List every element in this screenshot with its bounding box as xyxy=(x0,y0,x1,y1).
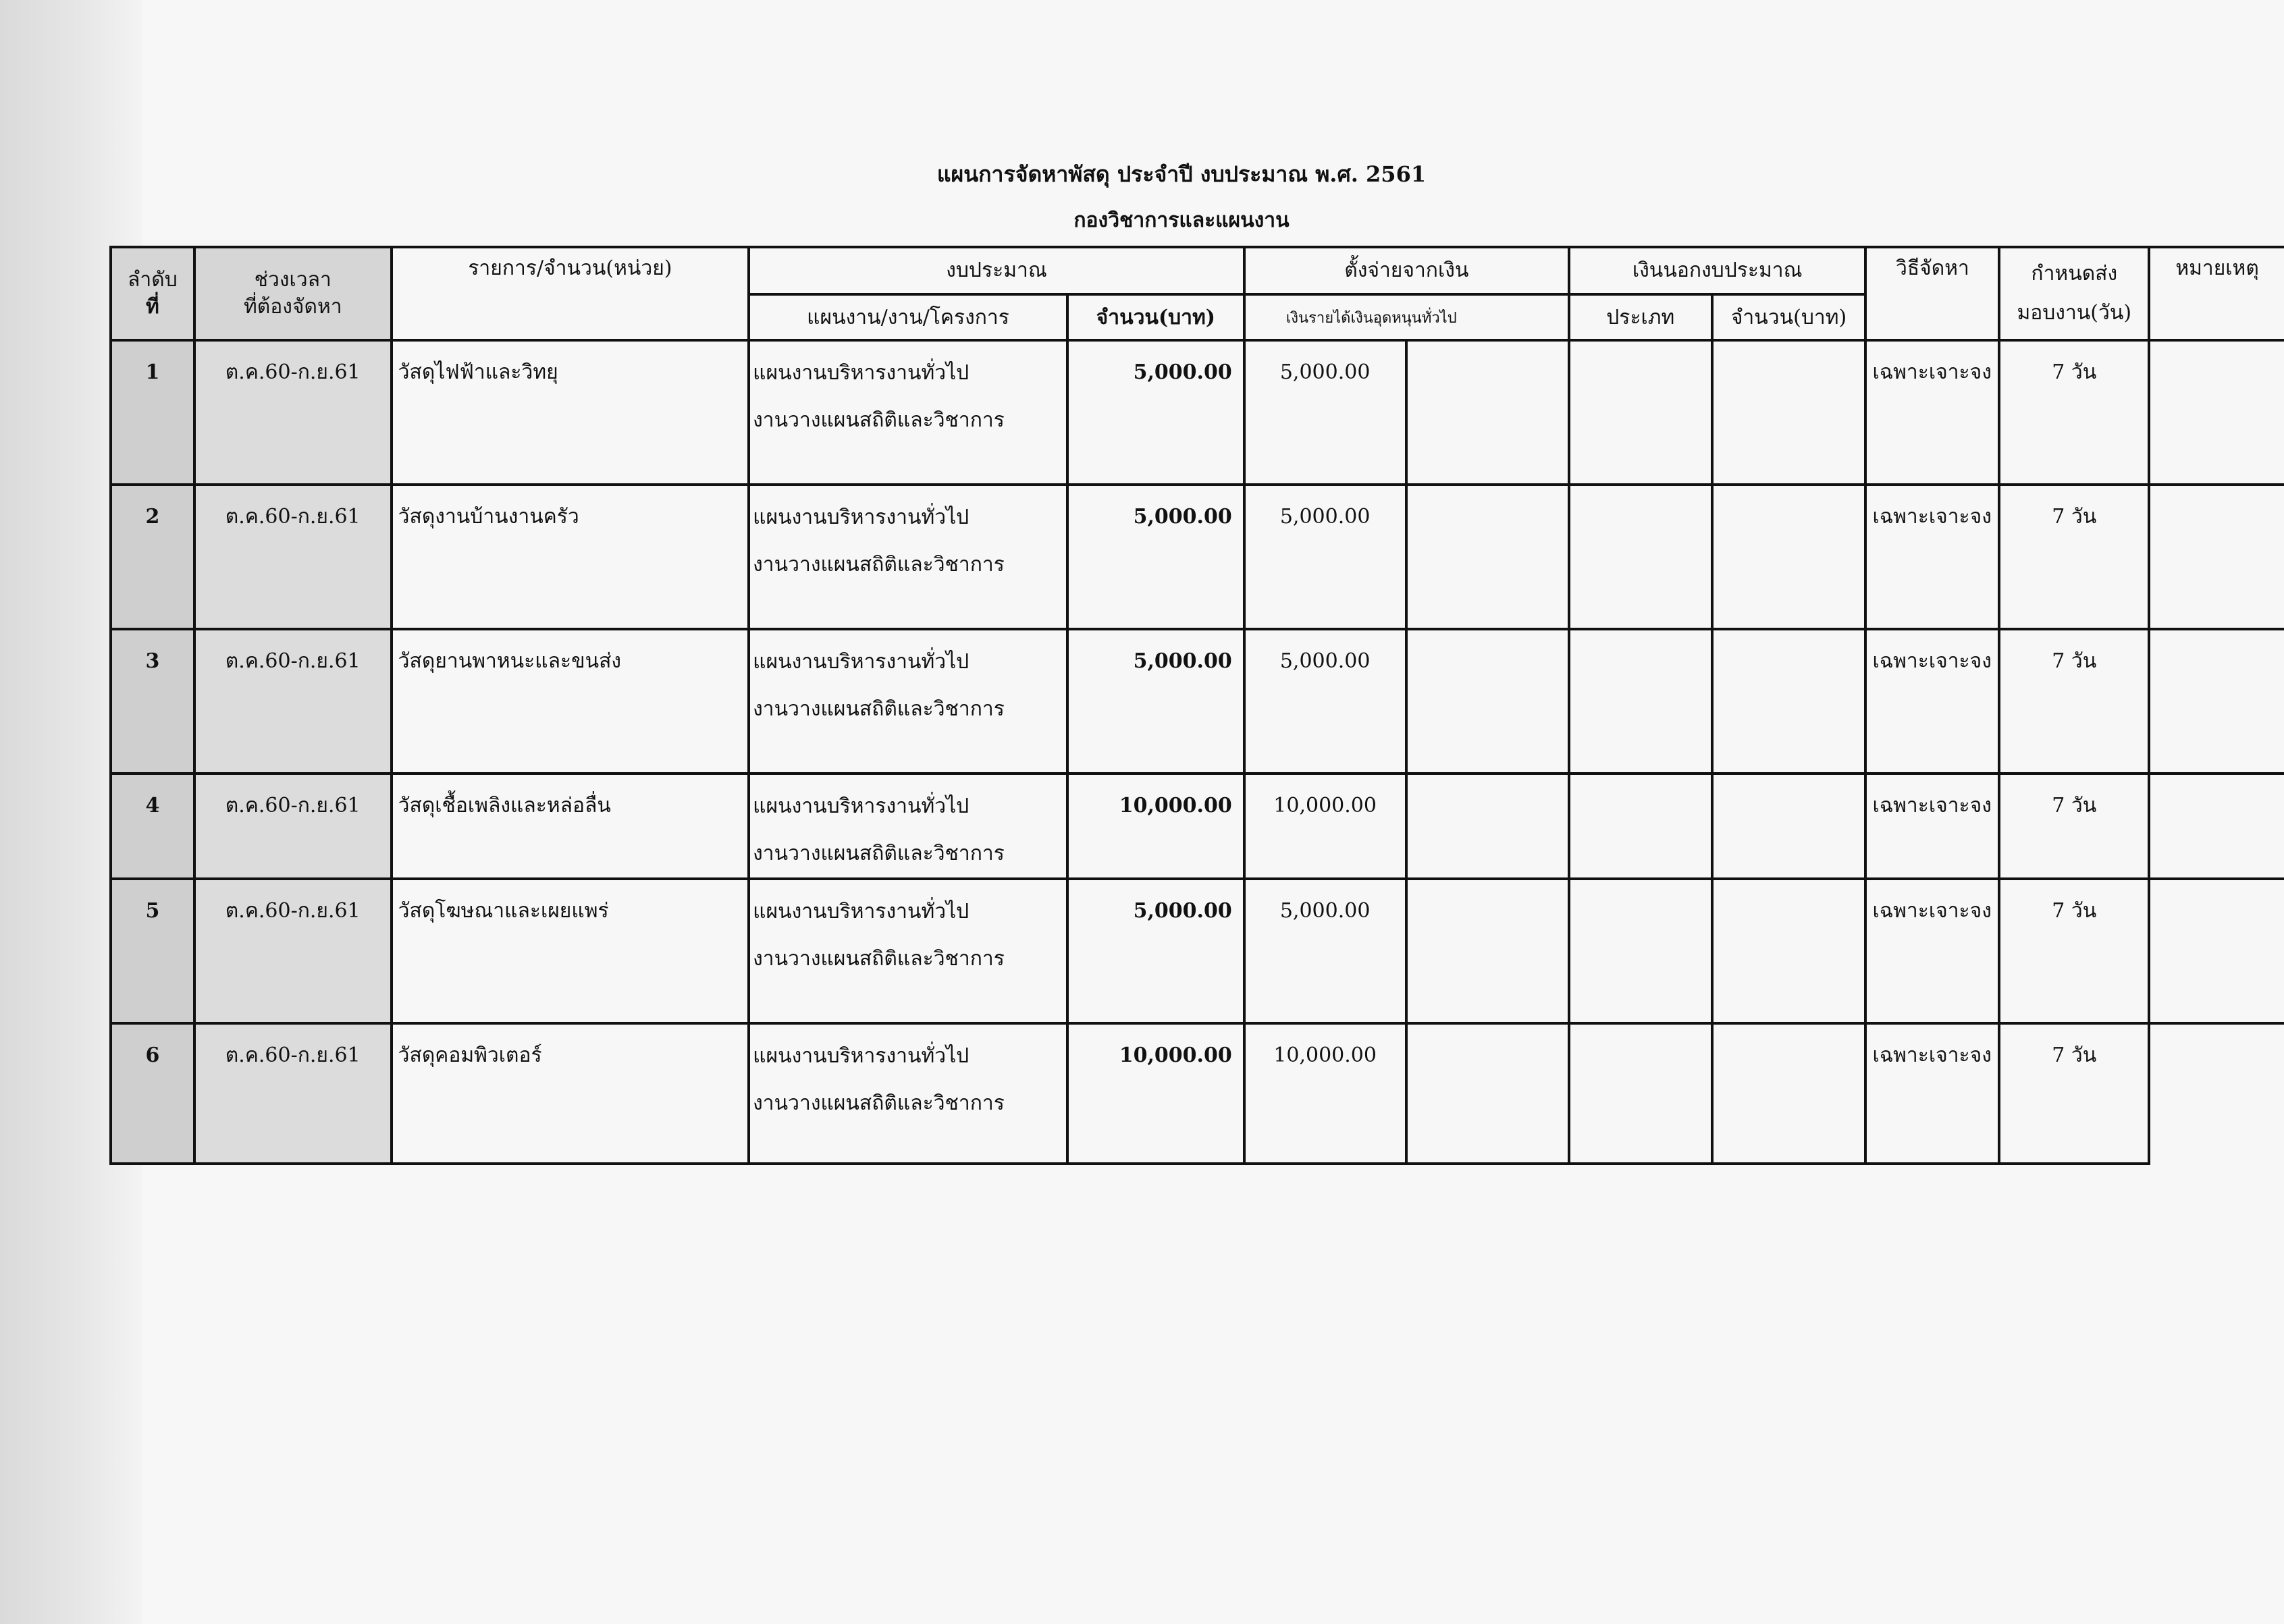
table-row xyxy=(111,485,2284,629)
row-income: 10,000.00 xyxy=(1273,794,1377,817)
row-deadline: 7 วัน xyxy=(2052,794,2097,817)
row-plan-line2: งานวางแผนสถิติและวิชาการ xyxy=(753,697,1005,721)
row-method: เฉพาะเจาะจง xyxy=(1872,505,1992,529)
row-plan-line1: แผนงานบริหารงานทั่วไป xyxy=(753,900,970,923)
row-plan-line2: งานวางแผนสถิติและวิชาการ xyxy=(753,408,1005,432)
row-deadline: 7 วัน xyxy=(2052,505,2097,529)
row-period: ต.ค.60-ก.ย.61 xyxy=(225,899,361,923)
row-no: 5 xyxy=(145,899,160,923)
header-row-1 xyxy=(111,247,2284,294)
row-period: ต.ค.60-ก.ย.61 xyxy=(225,505,361,529)
document-title: แผนการจัดหาพัสดุ ประจำปี งบประมาณ พ.ศ. 2561 xyxy=(936,161,1427,187)
row-amount: 10,000.00 xyxy=(1119,1044,1232,1067)
row-income: 5,000.00 xyxy=(1279,649,1371,673)
header-funding-sub: เงินรายได้เงินอุดหนุนทั่วไป xyxy=(1244,294,1569,340)
row-period: ต.ค.60-ก.ย.61 xyxy=(225,1044,361,1067)
document-subtitle: กองวิชาการและแผนงาน xyxy=(1073,209,1290,232)
row-plan xyxy=(750,342,1066,444)
header-method: วิธีจัดหา xyxy=(1865,247,1999,340)
row-income: 10,000.00 xyxy=(1273,1044,1377,1067)
header-budget-amount: จำนวน(บาท) xyxy=(1067,294,1244,340)
row-plan xyxy=(750,486,1066,589)
row-amount: 5,000.00 xyxy=(1133,899,1232,923)
header-budget-plan: แผนงาน/งาน/โครงการ xyxy=(749,294,1067,340)
row-no: 2 xyxy=(145,505,160,529)
header-offbudget: เงินนอกงบประมาณ xyxy=(1569,247,1866,294)
row-item: วัสดุงานบ้านงานครัว xyxy=(398,505,579,529)
header-item: รายการ/จำนวน(หน่วย) xyxy=(392,247,749,340)
row-amount: 5,000.00 xyxy=(1133,505,1232,529)
row-method: เฉพาะเจาะจง xyxy=(1872,899,1992,923)
row-amount: 10,000.00 xyxy=(1119,794,1232,817)
row-plan xyxy=(750,880,1066,983)
row-amount: 5,000.00 xyxy=(1133,649,1232,673)
table-row xyxy=(111,629,2284,774)
row-method: เฉพาะเจาะจง xyxy=(1872,794,1992,817)
row-plan-line2: งานวางแผนสถิติและวิชาการ xyxy=(753,1091,1005,1115)
row-plan-line1: แผนงานบริหารงานทั่วไป xyxy=(753,361,970,385)
row-deadline: 7 วัน xyxy=(2052,899,2097,923)
table-row xyxy=(111,774,2284,879)
row-item: วัสดุคอมพิวเตอร์ xyxy=(398,1044,542,1067)
table-row xyxy=(111,340,2284,485)
table-row xyxy=(111,879,2284,1023)
row-period: ต.ค.60-ก.ย.61 xyxy=(225,360,361,384)
header-deadline-line2: มอบงาน(วัน) xyxy=(2017,301,2132,325)
row-no: 6 xyxy=(145,1044,160,1067)
header-deadline xyxy=(1999,247,2149,340)
row-no: 4 xyxy=(145,794,160,817)
row-plan xyxy=(750,630,1066,733)
row-no: 3 xyxy=(145,649,160,673)
row-plan xyxy=(750,775,1066,877)
header-no-line2: ที่ xyxy=(146,295,159,319)
header-remark: หมายเหตุ xyxy=(2149,247,2284,340)
header-period xyxy=(194,247,392,340)
row-item: วัสดุโฆษณาและเผยแพร่ xyxy=(398,899,609,923)
row-income: 5,000.00 xyxy=(1279,505,1371,529)
row-plan-line1: แผนงานบริหารงานทั่วไป xyxy=(753,650,970,674)
row-plan-line1: แผนงานบริหารงานทั่วไป xyxy=(753,506,970,529)
row-deadline: 7 วัน xyxy=(2052,649,2097,673)
header-no-line1: ลำดับ xyxy=(128,268,178,292)
row-item: วัสดุยานพาหนะและขนส่ง xyxy=(398,649,622,673)
header-period-line1: ช่วงเวลา xyxy=(254,268,331,292)
header-offbudget-type: ประเภท xyxy=(1569,294,1712,340)
row-plan xyxy=(750,1025,1066,1127)
row-method: เฉพาะเจาะจง xyxy=(1872,360,1992,384)
header-budget: งบประมาณ xyxy=(749,247,1244,294)
row-plan-line2: งานวางแผนสถิติและวิชาการ xyxy=(753,553,1005,576)
header-period-line2: ที่ต้องจัดหา xyxy=(243,295,342,319)
header-offbudget-amount: จำนวน(บาท) xyxy=(1712,294,1866,340)
row-plan-line1: แผนงานบริหารงานทั่วไป xyxy=(753,794,970,818)
row-plan-line2: งานวางแผนสถิติและวิชาการ xyxy=(753,947,1005,971)
row-item: วัสดุเชื้อเพลิงและหล่อลื่น xyxy=(398,794,611,817)
row-plan-line2: งานวางแผนสถิติและวิชาการ xyxy=(753,842,1005,865)
header-no xyxy=(111,247,194,340)
row-amount: 5,000.00 xyxy=(1133,360,1232,384)
row-method: เฉพาะเจาะจง xyxy=(1872,1044,1992,1067)
row-period: ต.ค.60-ก.ย.61 xyxy=(225,649,361,673)
row-deadline: 7 วัน xyxy=(2052,1044,2097,1067)
procurement-table xyxy=(109,246,2284,1165)
row-plan-line1: แผนงานบริหารงานทั่วไป xyxy=(753,1044,970,1068)
row-deadline: 7 วัน xyxy=(2052,360,2097,384)
header-deadline-line1: กำหนดส่ง xyxy=(2031,262,2118,286)
row-income: 5,000.00 xyxy=(1279,899,1371,923)
row-period: ต.ค.60-ก.ย.61 xyxy=(225,794,361,817)
row-method: เฉพาะเจาะจง xyxy=(1872,649,1992,673)
row-income: 5,000.00 xyxy=(1279,360,1371,384)
row-no: 1 xyxy=(145,360,160,384)
header-funding: ตั้งจ่ายจากเงิน xyxy=(1244,247,1569,294)
table-row xyxy=(111,1023,2284,1164)
row-item: วัสดุไฟฟ้าและวิทยุ xyxy=(398,360,558,384)
